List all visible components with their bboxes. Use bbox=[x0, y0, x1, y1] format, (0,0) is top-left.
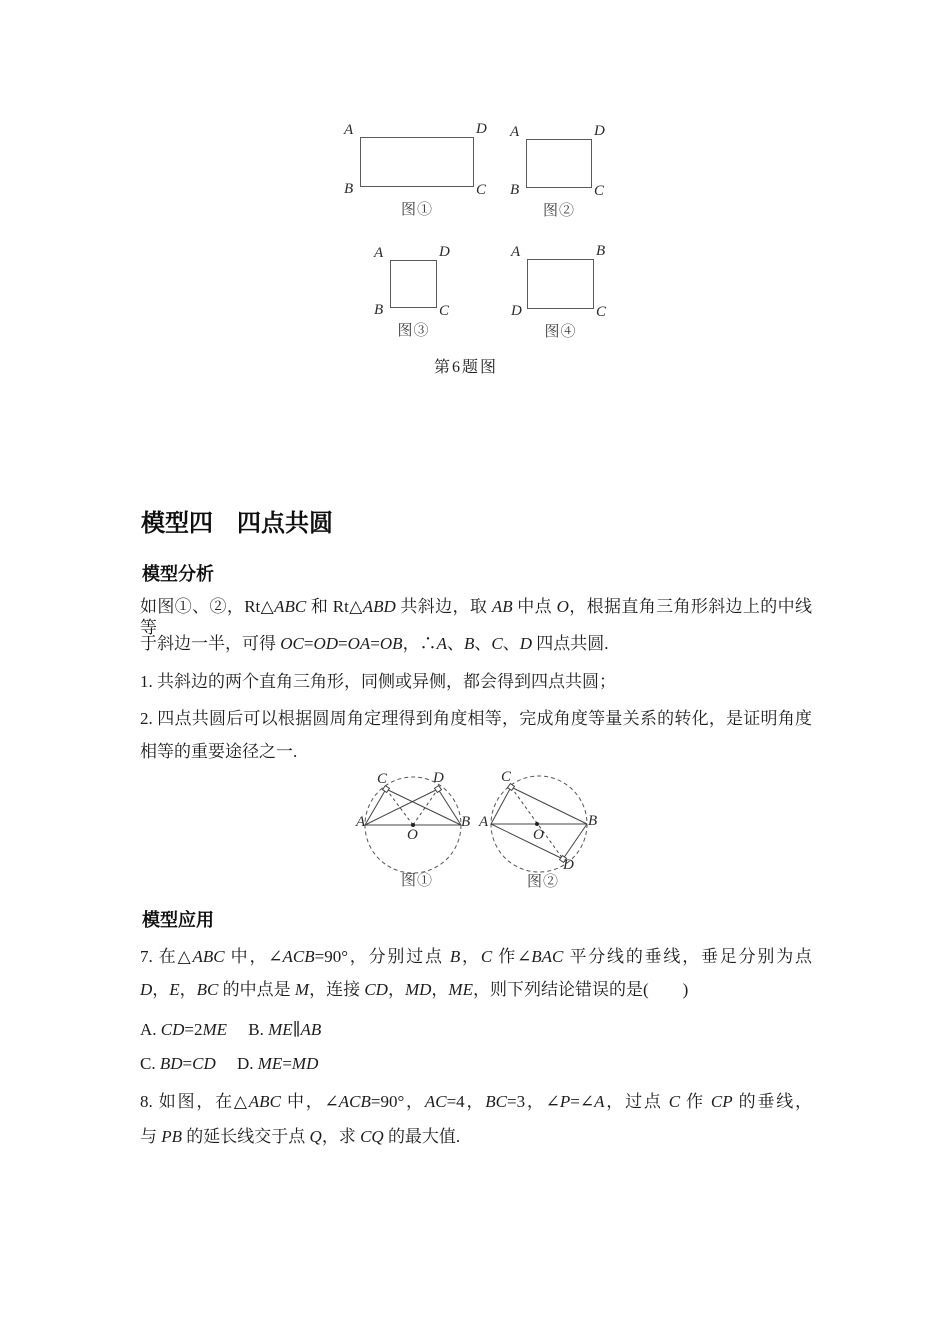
analysis-point-2: 2. 四点共圆后可以根据圆周角定理得到角度相等，完成角度等量关系的转化，是证明角度 bbox=[140, 709, 812, 728]
rect-figure-1 bbox=[344, 121, 487, 218]
point-label-d: D bbox=[563, 857, 574, 873]
figure-caption: 图② bbox=[542, 203, 576, 219]
vertex-label-d: D bbox=[476, 121, 487, 137]
vertex-label-d: D bbox=[439, 244, 450, 260]
rect-figure-3 bbox=[374, 244, 450, 339]
vertex-label-c: C bbox=[594, 183, 605, 199]
problem8-line-2: 与 PB 的延长线交于点 Q，求 CQ 的最大值. bbox=[140, 1127, 461, 1146]
figure-caption: 图① bbox=[400, 873, 434, 889]
point-label-c: C bbox=[501, 769, 512, 785]
figure-caption: 图② bbox=[526, 874, 560, 890]
figure-caption: 图③ bbox=[397, 323, 430, 339]
solid-chords bbox=[365, 789, 461, 825]
analysis-point-2-cont: 相等的重要途径之一. bbox=[140, 742, 298, 761]
point-label-o: O bbox=[407, 827, 418, 843]
analysis-heading: 模型分析 bbox=[142, 564, 214, 584]
analysis-text-line: 于斜边一半，可得 OC=OD=OA=OB，∴A、B、C、D 四点共圆. bbox=[140, 634, 609, 653]
point-label-d: D bbox=[433, 770, 444, 786]
point-label-c: C bbox=[377, 771, 388, 787]
point-label-o: O bbox=[533, 827, 544, 843]
figure6-caption: 第6题图 bbox=[433, 359, 498, 376]
vertex-label-a: A bbox=[344, 122, 354, 138]
vertex-label-d: D bbox=[511, 303, 522, 319]
vertex-label-c: C bbox=[439, 303, 450, 319]
application-heading: 模型应用 bbox=[142, 910, 214, 930]
vertex-label-b: B bbox=[374, 302, 384, 318]
point-label-b: B bbox=[588, 813, 598, 829]
section-title: 模型四 四点共圆 bbox=[141, 510, 333, 537]
problem7-options-ab: A. CD=2ME B. ME∥AB bbox=[140, 1020, 322, 1039]
center-dot bbox=[535, 822, 539, 826]
vertex-label-b: B bbox=[510, 182, 520, 198]
problem8-line-1: 8. 如图，在△ABC 中，∠ACB=90°，AC=4，BC=3，∠P=∠A，过点 C 作 CP 的垂线， bbox=[140, 1092, 813, 1111]
vertex-label-c: C bbox=[476, 182, 487, 198]
problem7-line-2: D，E，BC 的中点是 M，连接 CD，MD，ME，则下列结论错误的是( ) bbox=[140, 980, 689, 999]
problem7-options-cd: C. BD=CD D. ME=MD bbox=[140, 1054, 319, 1073]
circle-diagram-2 bbox=[478, 763, 608, 893]
point-label-a: A bbox=[356, 814, 366, 830]
analysis-point-1: 1. 共斜边的两个直角三角形，同侧或异侧，都会得到四点共圆； bbox=[140, 672, 616, 691]
vertex-label-b: B bbox=[596, 243, 606, 259]
point-label-b: B bbox=[461, 814, 471, 830]
problem7-line-1: 7. 在△ABC 中，∠ACB=90°，分别过点 B，C 作∠BAC 平分线的垂线，垂足分别为点 bbox=[140, 947, 813, 966]
figure-caption: 图① bbox=[400, 202, 434, 218]
rect-figure-4 bbox=[511, 243, 607, 340]
solid-chords bbox=[491, 787, 587, 859]
vertex-label-c: C bbox=[596, 304, 607, 320]
vertex-label-a: A bbox=[374, 245, 384, 261]
rect-figure-2 bbox=[510, 123, 605, 219]
circle-diagram-1 bbox=[353, 765, 481, 890]
point-label-a: A bbox=[479, 814, 489, 830]
vertex-label-b: B bbox=[344, 181, 354, 197]
vertex-label-a: A bbox=[511, 244, 521, 260]
figure-caption: 图④ bbox=[544, 324, 577, 340]
vertex-label-d: D bbox=[594, 123, 605, 139]
vertex-label-a: A bbox=[510, 124, 520, 140]
dashed-radii bbox=[386, 789, 438, 825]
analysis-text-line: 如图①、②，Rt△ABC 和 Rt△ABD 共斜边，取 AB 中点 O，根据直角三角形斜边上的中线等 bbox=[140, 597, 813, 637]
